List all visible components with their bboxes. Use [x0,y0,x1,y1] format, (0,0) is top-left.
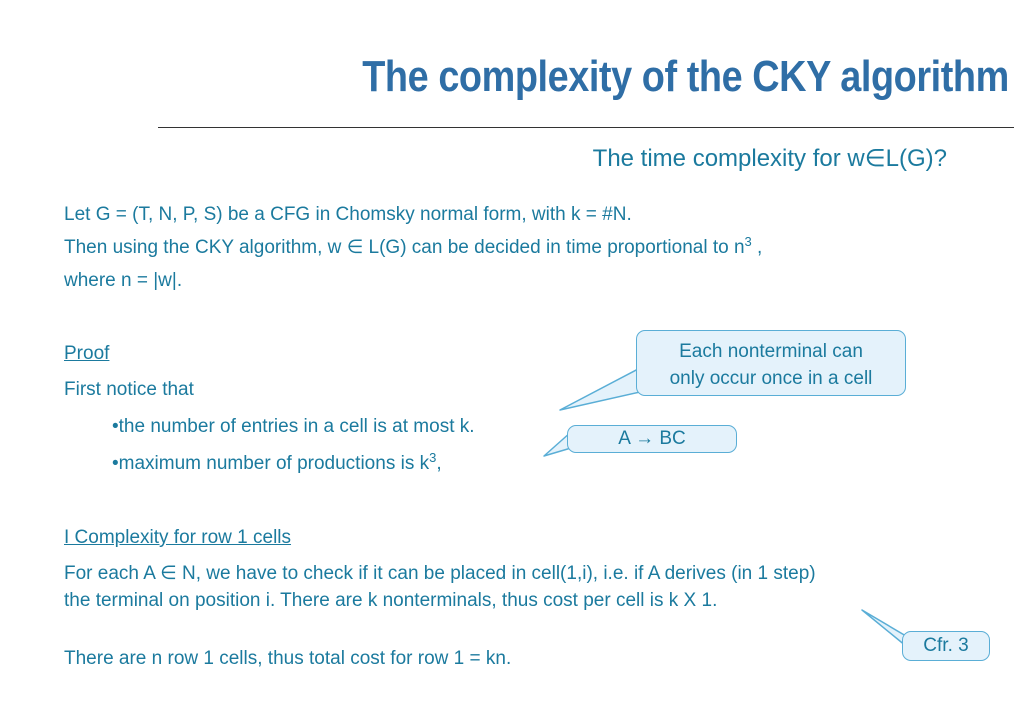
nonterminal-callout-line-1: Each nonterminal can [679,341,863,362]
slide-title: The complexity of the CKY algorithm [362,52,1009,101]
proof-bullet-2-text: •maximum number of productions is k [112,453,430,474]
section-1-line-1-before: For each A [64,563,161,584]
cfr-callout: Cfr. 3 [902,631,990,661]
section-1-line-1-after: N, we have to check if it can be placed in cell(1,i), i.e. if A derives (in 1 step) [176,563,816,584]
section-1-heading: I Complexity for row 1 cells [64,527,292,548]
nonterminal-callout-line-2: only occur once in a cell [669,368,873,389]
nonterminal-callout [636,330,906,396]
subtitle-text-before: The time complexity for w [592,145,865,172]
right-arrow-icon: → [635,428,655,449]
rule-callout [567,425,737,453]
cfr-callout-pointer [862,610,906,646]
element-of-symbol: ∈ [864,145,886,172]
rule-lhs: A [618,428,636,449]
element-of-symbol: ∈ [160,563,177,584]
section-1-line-3: There are n row 1 cells, thus total cost for row 1 = kn. [64,648,512,669]
exponent: 3 [744,234,752,249]
rule-rhs: BC [654,428,686,449]
intro-line-1: Let G = (T, N, P, S) be a CFG in Chomsky normal form, with k = #N. [64,204,632,225]
nonterminal-callout-pointer [560,368,640,410]
proof-notice: First notice that [64,379,194,400]
exponent: 3 [429,450,437,465]
proof-heading: Proof [64,343,110,364]
intro-line-2-after: L(G) can be decided in time proportional to n [363,237,745,258]
proof-bullet-1: •the number of entries in a cell is at most k. [112,416,475,437]
intro-line-3: where n = |w|. [64,270,183,291]
intro-line-2-end: , [751,237,763,258]
intro-line-2-before: Then using the CKY algorithm, w [64,237,347,258]
subtitle-text-after: L(G)? [885,145,947,172]
element-of-symbol: ∈ [346,237,364,258]
section-1-line-2: the terminal on position i. There are k nonterminals, thus cost per cell is k X 1. [64,590,718,611]
proof-bullet-2-end: , [436,453,442,474]
